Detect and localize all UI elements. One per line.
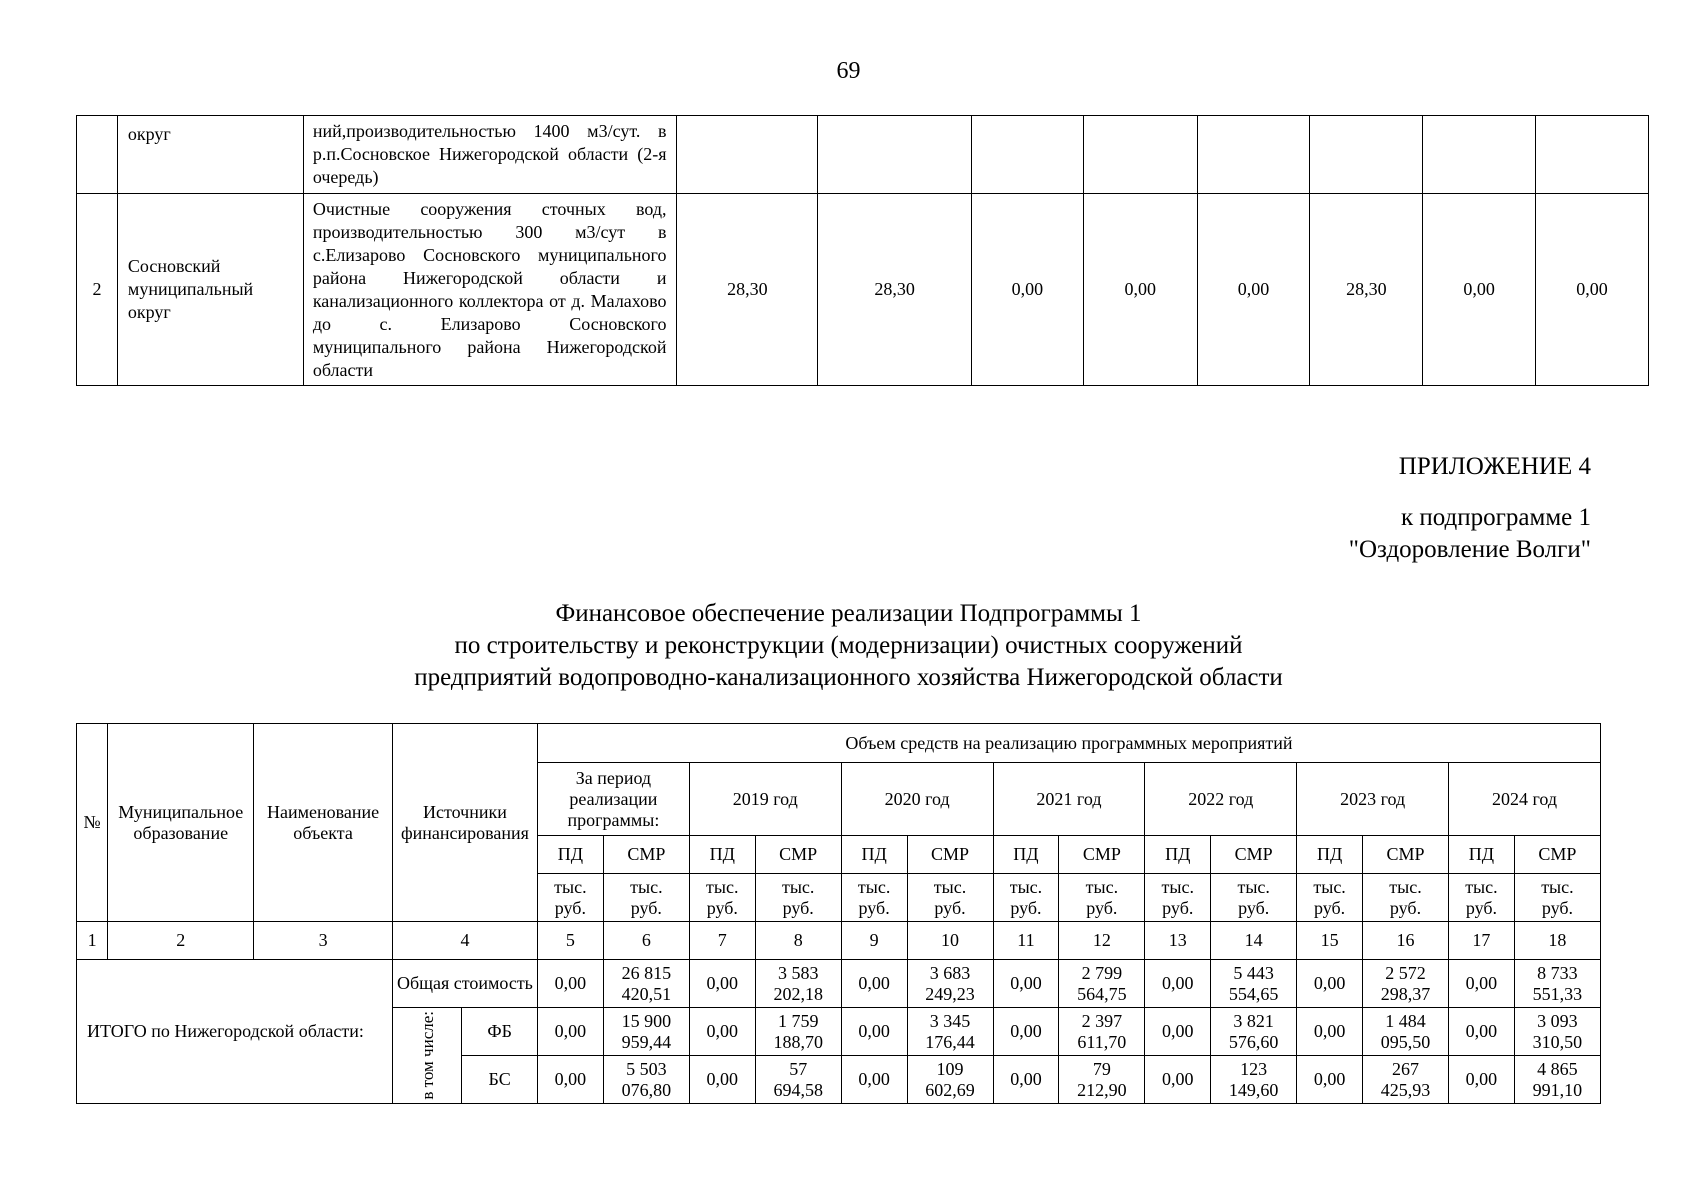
value-cell: 0,00 — [841, 960, 907, 1008]
fb-label: ФБ — [462, 1008, 538, 1056]
value-cell: 4 865 991,10 — [1514, 1056, 1600, 1104]
value-cell: 2 572 298,37 — [1363, 960, 1449, 1008]
column-number: 5 — [537, 922, 603, 960]
value-cell: 0,00 — [1449, 1056, 1515, 1104]
value-cell: 0,00 — [689, 1008, 755, 1056]
top-table — [76, 115, 1649, 386]
general-cost-label: Общая стоимость — [392, 960, 537, 1008]
value-cell: 5 503 076,80 — [603, 1056, 689, 1104]
header-smr: СМР — [1514, 836, 1600, 874]
value-cell: 57 694,58 — [755, 1056, 841, 1104]
value-cell: 0,00 — [1297, 1056, 1363, 1104]
header-smr: СМР — [1211, 836, 1297, 874]
value-cell: 0,00 — [993, 1056, 1059, 1104]
value-cell: 28,30 — [818, 194, 972, 386]
header-unit: тыс. руб. — [1297, 874, 1363, 922]
table-row — [77, 960, 1601, 1008]
value-cell: 0,00 — [993, 960, 1059, 1008]
header-object: Наименование объекта — [254, 724, 393, 922]
header-unit: тыс. руб. — [993, 874, 1059, 922]
header-pd: ПД — [1449, 836, 1515, 874]
header-pd: ПД — [537, 836, 603, 874]
municipality-cell: округ — [117, 116, 303, 194]
value-cell: 0,00 — [1145, 1008, 1211, 1056]
header-sources: Источники финансирования — [392, 724, 537, 922]
value-cell: 0,00 — [1297, 1008, 1363, 1056]
page-number: 69 — [836, 58, 861, 84]
value-cell: 0,00 — [972, 194, 1084, 386]
column-number: 15 — [1297, 922, 1363, 960]
value-cell: 3 583 202,18 — [755, 960, 841, 1008]
municipality-cell: Сосновский муниципальный округ — [117, 194, 303, 386]
bs-label: БС — [462, 1056, 538, 1104]
header-pd: ПД — [993, 836, 1059, 874]
header-year: 2024 год — [1449, 763, 1601, 836]
header-unit: тыс. руб. — [1211, 874, 1297, 922]
column-number: 9 — [841, 922, 907, 960]
value-cell: 0,00 — [689, 960, 755, 1008]
header-unit: тыс. руб. — [1363, 874, 1449, 922]
column-number: 4 — [392, 922, 537, 960]
value-cell: 123 149,60 — [1211, 1056, 1297, 1104]
value-cell: 0,00 — [1197, 194, 1310, 386]
header-pd: ПД — [1297, 836, 1363, 874]
value-cell: 0,00 — [841, 1008, 907, 1056]
row-number — [77, 116, 118, 194]
value-cell: 2 799 564,75 — [1059, 960, 1145, 1008]
object-description: Очистные сооружения сточных вод, производительностью 300 м3/сут в с.Елизарово Сосновского муниципального района Нижегородской области и канализационного коллектора от д. Малахово до с. Елизарово Сосновского муниципального района Нижегородской области — [303, 194, 677, 386]
value-cell: 0,00 — [1145, 1056, 1211, 1104]
value-cell: 0,00 — [1449, 1008, 1515, 1056]
value-cell: 267 425,93 — [1363, 1056, 1449, 1104]
value-cell: 3 093 310,50 — [1514, 1008, 1600, 1056]
header-pd: ПД — [689, 836, 755, 874]
column-number: 7 — [689, 922, 755, 960]
value-cell: 2 397 611,70 — [1059, 1008, 1145, 1056]
header-year: 2021 год — [993, 763, 1145, 836]
value-cell — [677, 116, 818, 194]
value-cell: 79 212,90 — [1059, 1056, 1145, 1104]
value-cell: 3 683 249,23 — [907, 960, 993, 1008]
value-cell: 1 484 095,50 — [1363, 1008, 1449, 1056]
value-cell: 15 900 959,44 — [603, 1008, 689, 1056]
total-label: ИТОГО по Нижегородской области: — [77, 960, 393, 1104]
header-unit: тыс. руб. — [1059, 874, 1145, 922]
value-cell: 0,00 — [1297, 960, 1363, 1008]
column-number: 13 — [1145, 922, 1211, 960]
header-unit: тыс. руб. — [841, 874, 907, 922]
value-cell: 5 443 554,65 — [1211, 960, 1297, 1008]
column-number: 12 — [1059, 922, 1145, 960]
value-cell: 1 759 188,70 — [755, 1008, 841, 1056]
header-pd: ПД — [1145, 836, 1211, 874]
value-cell — [972, 116, 1084, 194]
value-cell: 0,00 — [537, 1056, 603, 1104]
header-pd: ПД — [841, 836, 907, 874]
header-smr: СМР — [1363, 836, 1449, 874]
header-year: 2020 год — [841, 763, 993, 836]
value-cell: 28,30 — [677, 194, 818, 386]
value-cell — [1310, 116, 1423, 194]
header-period: За период реализации программы: — [537, 763, 689, 836]
value-cell: 28,30 — [1310, 194, 1423, 386]
value-cell: 0,00 — [993, 1008, 1059, 1056]
title-line-1: Финансовое обеспечение реализации Подпрограммы 1 — [555, 600, 1142, 627]
value-cell — [818, 116, 972, 194]
appendix-title: ПРИЛОЖЕНИЕ 4 — [1398, 453, 1591, 480]
including-label — [392, 1008, 461, 1104]
header-smr: СМР — [907, 836, 993, 874]
column-number: 6 — [603, 922, 689, 960]
value-cell: 3 345 176,44 — [907, 1008, 993, 1056]
column-number: 2 — [108, 922, 254, 960]
document-title — [0, 598, 1697, 694]
header-unit: тыс. руб. — [907, 874, 993, 922]
value-cell: 0,00 — [1423, 194, 1536, 386]
value-cell — [1197, 116, 1310, 194]
column-number: 11 — [993, 922, 1059, 960]
value-cell: 109 602,69 — [907, 1056, 993, 1104]
column-number: 3 — [254, 922, 393, 960]
value-cell: 0,00 — [1145, 960, 1211, 1008]
object-description: ний,производительностью 1400 м3/сут. в р.п.Сосновское Нижегородской области (2-я очередь) — [303, 116, 677, 194]
header-volume: Объем средств на реализацию программных мероприятий — [537, 724, 1600, 763]
value-cell: 0,00 — [537, 1008, 603, 1056]
value-cell: 8 733 551,33 — [1514, 960, 1600, 1008]
appendix-line-1: к подпрограмме 1 — [1401, 504, 1591, 531]
value-cell: 0,00 — [689, 1056, 755, 1104]
financing-table — [76, 723, 1601, 1104]
column-number: 18 — [1514, 922, 1600, 960]
header-unit: тыс. руб. — [755, 874, 841, 922]
header-number: № — [77, 724, 108, 922]
column-number-row — [77, 922, 1601, 960]
column-number: 8 — [755, 922, 841, 960]
header-unit: тыс. руб. — [1449, 874, 1515, 922]
header-row — [77, 724, 1601, 763]
value-cell: 0,00 — [841, 1056, 907, 1104]
title-line-3: предприятий водопроводно-канализационного хозяйства Нижегородской области — [414, 664, 1283, 691]
header-municipality: Муниципальное образование — [108, 724, 254, 922]
header-year: 2019 год — [689, 763, 841, 836]
header-unit: тыс. руб. — [1145, 874, 1211, 922]
value-cell — [1536, 116, 1649, 194]
value-cell: 26 815 420,51 — [603, 960, 689, 1008]
header-year: 2022 год — [1145, 763, 1297, 836]
header-smr: СМР — [603, 836, 689, 874]
appendix-line-2: "Оздоровление Волги" — [1348, 536, 1591, 563]
table-row — [77, 194, 1649, 386]
value-cell: 0,00 — [1083, 194, 1197, 386]
header-smr: СМР — [1059, 836, 1145, 874]
value-cell: 0,00 — [1449, 960, 1515, 1008]
value-cell: 0,00 — [537, 960, 603, 1008]
column-number: 14 — [1211, 922, 1297, 960]
header-unit: тыс. руб. — [1514, 874, 1600, 922]
column-number: 1 — [77, 922, 108, 960]
value-cell — [1083, 116, 1197, 194]
value-cell: 0,00 — [1536, 194, 1649, 386]
column-number: 17 — [1449, 922, 1515, 960]
header-unit: тыс. руб. — [603, 874, 689, 922]
header-unit: тыс. руб. — [537, 874, 603, 922]
table-row — [77, 116, 1649, 194]
header-year: 2023 год — [1297, 763, 1449, 836]
column-number: 10 — [907, 922, 993, 960]
title-line-2: по строительству и реконструкции (модернизации) очистных сооружений — [454, 632, 1243, 659]
header-smr: СМР — [755, 836, 841, 874]
row-number: 2 — [77, 194, 118, 386]
value-cell — [1423, 116, 1536, 194]
value-cell: 3 821 576,60 — [1211, 1008, 1297, 1056]
including-text: в том числе: — [417, 1011, 437, 1100]
header-unit: тыс. руб. — [689, 874, 755, 922]
column-number: 16 — [1363, 922, 1449, 960]
